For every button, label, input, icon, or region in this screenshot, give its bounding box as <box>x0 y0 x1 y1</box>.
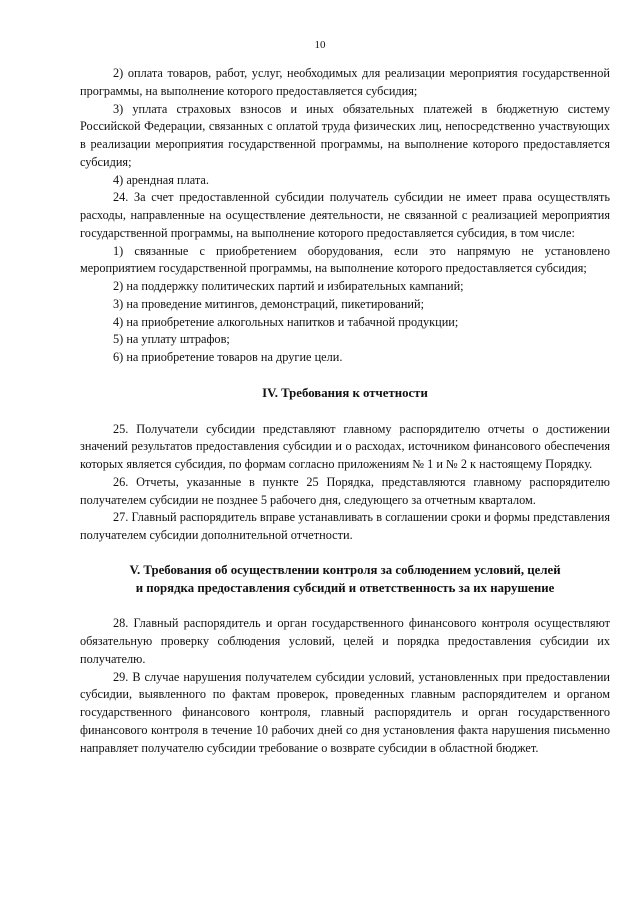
list-item-2: 2) оплата товаров, работ, услуг, необходимых для реализации мероприятия государственной программы, на выполнение которого предоставляется субсидия; <box>80 66 610 98</box>
clause-27: 27. Главный распорядитель вправе устанавливать в соглашении сроки и формы представления получателем субсидии дополнительной отчетности. <box>80 510 610 542</box>
clause-29: 29. В случае нарушения получателем субсидии условий, установленных при предоставлении субсидии, выявленного по фактам проверок, проведенных главным распорядителем и органом государственного финансового контроля, главный распорядитель и орган государственного финансового контроля в течение 10 рабочих дней со дня установления факта нарушения письменно направляет получателю субсидии требование о возврате субсидии в областной бюджет. <box>80 669 610 755</box>
section-4-heading: IV. Требования к отчетности <box>262 385 428 400</box>
clause-24-item-6: 6) на приобретение товаров на другие цели. <box>113 350 343 364</box>
page-number: 10 <box>314 39 326 51</box>
document-body <box>80 65 610 757</box>
clause-26: 26. Отчеты, указанные в пункте 25 Порядка, представляются главному распорядителю получателем субсидии не позднее 5 рабочего дня, следующего за отчетным кварталом. <box>80 474 610 507</box>
clause-25: 25. Получатели субсидии представляют главному распорядителю отчеты о достижении значений результатов предоставления субсидии и о расходах, источником финансового обеспечения которых является субсидия, по формам согласно приложениям № 1 и № 2 к настоящему Порядку. <box>80 421 610 471</box>
clause-24-item-3: 3) на проведение митингов, демонстраций, пикетирований; <box>113 296 424 311</box>
list-item-4: 4) арендная плата. <box>113 172 209 187</box>
section-5-heading <box>80 562 610 598</box>
section-5-heading-line-1: V. Требования об осуществлении контроля за соблюдением условий, целей <box>129 562 561 577</box>
clause-24-item-5: 5) на уплату штрафов; <box>113 332 230 347</box>
clause-24: 24. За счет предоставленной субсидии получатель субсидии не имеет права осуществлять расходы, направленные на осуществление деятельности, не связанной с реализацией мероприятия государственной программы, на выполнение которого предоставляется субсидия, в том числе: <box>80 190 610 240</box>
clause-24-item-4: 4) на приобретение алкогольных напитков и табачной продукции; <box>113 314 459 329</box>
clause-28: 28. Главный распорядитель и орган государственного финансового контроля осуществляют обязательную проверку соблюдения условий, целей и порядка предоставления субсидии их получателю. <box>80 616 610 666</box>
clause-24-item-2: 2) на поддержку политических партий и избирательных кампаний; <box>113 279 464 293</box>
list-item-3: 3) уплата страховых взносов и иных обязательных платежей в бюджетную систему Российской Федерации, связанных с оплатой труда физических лиц, непосредственно участвующих в реализации мероприятия государственной программы, на выполнение которого предоставляется субсидия; <box>80 101 610 169</box>
clause-24-item-1: 1) связанные с приобретением оборудования, если это напрямую не установлено мероприятием государственной программы, на выполнение которого предоставляется субсидия; <box>80 243 610 276</box>
section-5-heading-line-2: и порядка предоставления субсидий и ответственность за их нарушение <box>135 580 555 595</box>
